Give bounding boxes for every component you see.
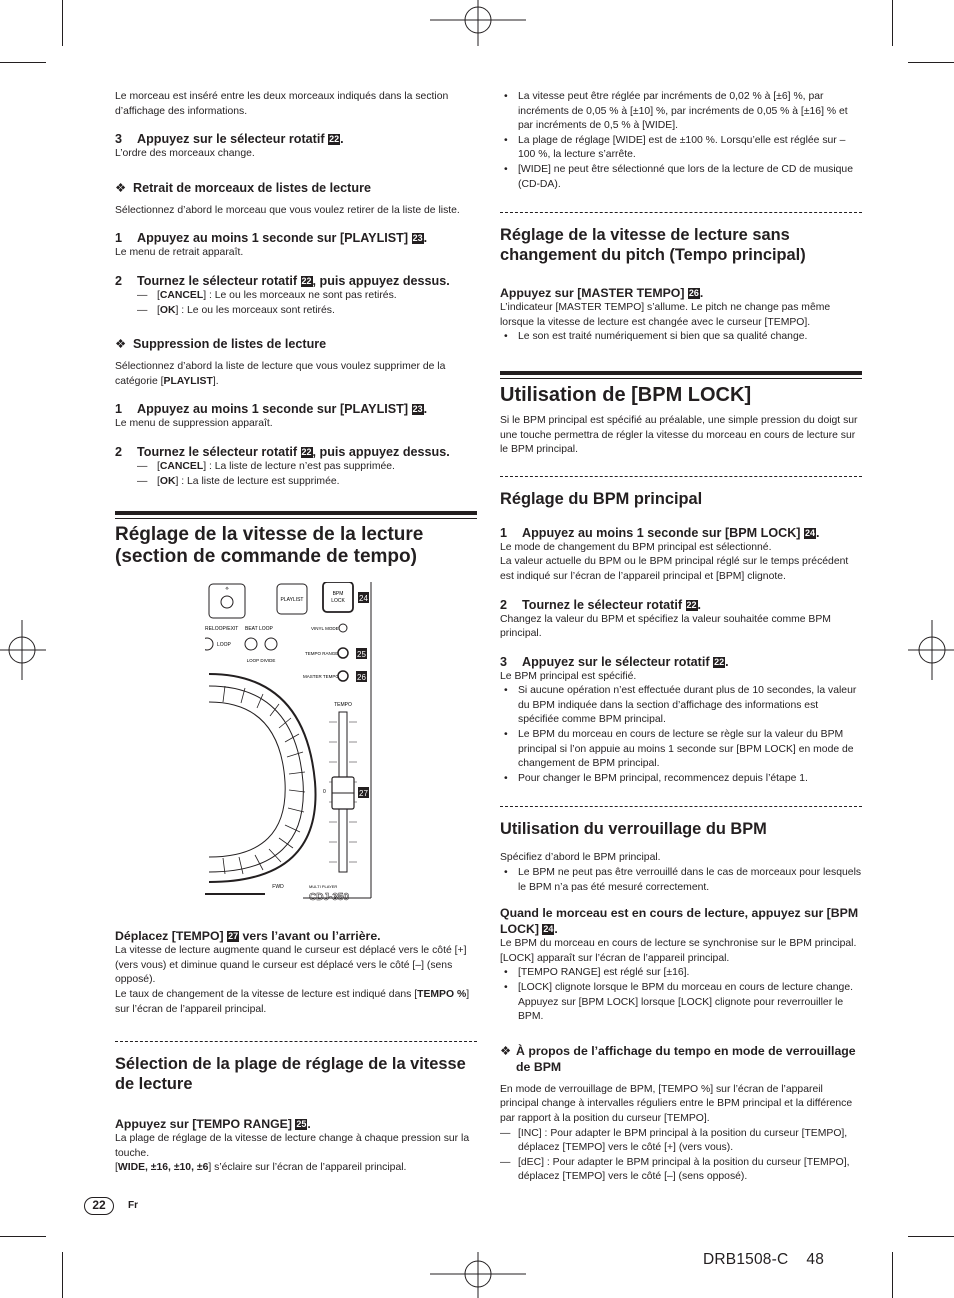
svg-text:BPM: BPM [332,591,344,598]
crop-mark [0,62,46,63]
svg-text:24: 24 [359,594,368,604]
crop-mark [892,0,893,46]
section-title-bpmlock: Utilisation de [BPM LOCK] [500,371,862,406]
registration-mark-left [0,620,46,680]
svg-text:0: 0 [323,789,326,796]
option-cancel: — [CANCEL] : Le ou les morceaux ne sont pas retirés. [115,289,477,304]
section-title-reglage-bpm: Réglage du BPM principal [500,476,862,509]
subheading-suppression: ❖ Suppression de listes de lecture [115,337,327,352]
option-ok: — [OK] : Le ou les morceaux sont retirés. [115,304,477,319]
bullet: • Le BPM du morceau en cours de lecture se règle sur la valeur du BPM principal si l’on appuie au moins 1 seconde sur [BPM LOCK] en mode de changement de BPM principal. [500,728,862,772]
step-3: 3 Appuyez sur le sélecteur rotatif 22. [115,132,344,147]
svg-text:PLAYLIST: PLAYLIST [280,597,304,604]
suppression-step-1: 1 Appuyez au moins 1 seconde sur [PLAYLIST] 23. [115,402,428,417]
suppression-step-2: 2 Tournez le sélecteur rotatif 22, puis appuyez dessus. [115,444,450,459]
quand-heading: Quand le morceau est en cours de lecture, appuyez sur [BPM LOCK] 24. [500,906,859,937]
bpm-step-1: 1 Appuyez au moins 1 seconde sur [BPM LOCK] 24. [500,525,820,540]
svg-text:VINYL MODE: VINYL MODE [311,626,339,632]
svg-text:26: 26 [357,673,366,683]
section-title-tempo: Réglage de la vitesse de la lecture (section de commande de tempo) [115,511,477,568]
bpm-step-3: 3 Appuyez sur le sélecteur rotatif 22. [500,654,729,669]
crop-mark [892,1252,893,1298]
svg-text:25: 25 [357,650,366,660]
step-desc: Le menu de suppression apparaît. [115,418,273,430]
document-id: DRB1508-C 48 [703,1251,825,1268]
verr-paragraph: Spécifiez d’abord le BPM principal. [500,852,661,864]
bullet: • Pour changer le BPM principal, recommencez depuis l’étape 1. [500,772,862,787]
crop-mark [908,62,954,63]
right-column [500,90,862,1185]
svg-text:FWD: FWD [272,884,284,891]
step-desc: L’ordre des morceaux change. [115,148,255,160]
step-desc: Le mode de changement du BPM principal est sélectionné. [500,541,772,553]
language-code: Fr [128,1200,138,1211]
section-title-selection: Sélection de la plage de réglage de la vitesse de lecture [115,1041,477,1094]
registration-mark-top [430,0,526,46]
option-inc: — [INC] : Pour adapter le BPM principal à la position du curseur [TEMPO], déplacez [TEMPO] vers le côté [+] (vers vous). [500,1127,862,1156]
section-title-pitch: Réglage de la vitesse de lecture sans changement du pitch (Tempo principal) [500,212,862,265]
ref-badge: 22 [329,134,340,145]
bullet: • Si aucune opération n’est effectuée durant plus de 10 secondes, la valeur du BPM indiquée dans la section d’affichage des informations est spécifiée comme BPM principal. [500,684,862,728]
crop-mark [0,1236,46,1237]
left-column [115,90,477,1176]
svg-text:27: 27 [359,789,368,799]
step-desc: Changez la valeur du BPM et spécifiez la valeur souhaitée comme BPM principal. [500,613,831,640]
registration-mark-right [908,620,954,680]
range-p1: La plage de réglage de la vitesse de lecture change à chaque pression sur la touche. [115,1133,470,1159]
intro-paragraph: Le morceau est inséré entre les deux morceaux indiqués dans la section d’affichage des informations. [115,91,449,117]
svg-text:MULTI PLAYER: MULTI PLAYER [309,884,338,890]
retrait-step-2: 2 Tournez le sélecteur rotatif 22, puis appuyez dessus. [115,273,450,288]
bullet: • La vitesse peut être réglée par incréments de 0,02 % à [±6] %, par incréments de 0,05 % à [±10] %, par incréments de 0,05 % à [±16] % et par incréments de 0,5 % à [WIDE]. [500,90,862,134]
range-p2: [WIDE, ±16, ±10, ±6] s’éclaire sur l’écran de l’appareil principal. [115,1162,407,1174]
bullet: • Le son est traité numériquement si bien que sa qualité change. [500,330,862,345]
option-dec: — [dEC] : Pour adapter le BPM principal à la position du curseur [TEMPO], déplacez [TEMPO] vers le côté [–] (sens opposé). [500,1156,862,1185]
deplacez-p2: Le taux de changement de la vitesse de lecture est indiqué dans [TEMPO %] sur l’écran de l’appareil principal. [115,988,470,1015]
option-cancel: — [CANCEL] : La liste de lecture n’est pas supprimée. [115,460,477,475]
crop-mark [908,1236,954,1237]
svg-text:MASTER TEMPO: MASTER TEMPO [303,674,339,680]
registration-mark-bottom [430,1252,526,1298]
svg-text:LOCK: LOCK [331,598,345,605]
bpmlock-paragraph: Si le BPM principal est spécifié au préalable, une simple pression du doigt sur une touche permettra de régler la vitesse du morceau en cours de lecture sur le BPM principal. [500,414,858,456]
suppression-intro: Sélectionnez d’abord la liste de lecture que vous voulez supprimer de la catégorie [PLAYLIST]. [115,361,446,387]
svg-text:LOOP: LOOP [217,642,231,649]
option-ok: — [OK] : La liste de lecture est supprimée. [115,475,477,490]
bullet: • [WIDE] ne peut être sélectionné que lors de la lecture de CD de musique (CD-DA). [500,163,862,192]
svg-text:TEMPO: TEMPO [334,702,352,709]
svg-text:TEMPO RANGE: TEMPO RANGE [305,651,339,657]
range-heading: Appuyez sur [TEMPO RANGE] 25. [115,1117,311,1132]
step-desc: La valeur actuelle du BPM ou le BPM principal réglé sur le temps précédent est indiqué sur l’écran de l’appareil principal et [BPM] clignote. [500,556,849,582]
bullet: • [TEMPO RANGE] est réglé sur [±16]. [500,966,862,981]
bullet: • Le BPM ne peut pas être verrouillé dans le cas de morceaux pour lesquels le BPM n’a pas été mesuré correctement. [500,866,862,895]
subheading-retrait: ❖ Retrait de morceaux de listes de lecture [115,180,371,195]
retrait-step-1: 1 Appuyez au moins 1 seconde sur [PLAYLIST] 23. [115,231,428,246]
master-heading: Appuyez sur [MASTER TEMPO] 26. [500,286,704,301]
apropos-paragraph: En mode de verrouillage de BPM, [TEMPO %] sur l’écran de l’appareil principal change à intervalles réguliers entre le BPM principal et la différence par rapport à la position du curseur [TEMPO]. [500,1083,853,1124]
crop-mark [62,1252,63,1298]
bpm-step-2: 2 Tournez le sélecteur rotatif 22. [500,597,702,612]
svg-text:CDJ-350: CDJ-350 [309,892,350,904]
subheading-apropos: ❖ À propos de l’affichage du tempo en mode de verrouillage de BPM [500,1043,856,1074]
page-number: 22 [84,1197,114,1215]
svg-text:⟡: ⟡ [225,586,229,593]
quand-p1: Le BPM du morceau en cours de lecture se synchronise sur le BPM principal. [500,938,857,950]
quand-p2: [LOCK] apparaît sur l’écran de l’appareil principal. [500,952,730,964]
step-desc: Le menu de retrait apparaît. [115,247,244,259]
step-desc: Le BPM principal est spécifié. [500,670,637,682]
retrait-intro: Sélectionnez d’abord le morceau que vous voulez retirer de la liste de liste. [115,204,460,216]
master-paragraph: L’indicateur [MASTER TEMPO] s’allume. Le pitch ne change pas même lorsque la vitesse de lecture est changée avec le curseur [TEMPO]. [500,302,831,328]
crop-mark [62,0,63,46]
bullet: • La plage de réglage [WIDE] est de ±100 %. Lorsqu’elle est réglée sur –100 %, la lecture s’arrête. [500,134,862,163]
svg-text:LOOP DIVIDE: LOOP DIVIDE [246,658,276,664]
deplacez-p1: La vitesse de lecture augmente quand le curseur est déplacé vers le côté [+] (vers vous) et diminue quand le curseur est déplacé vers le côté [–] (sens opposé). [115,945,467,986]
cdj-diagram [205,582,473,916]
svg-text:RELOOP/EXIT: RELOOP/EXIT [205,626,239,633]
section-title-verrouillage: Utilisation du verrouillage du BPM [500,806,862,839]
bullet: • [LOCK] clignote lorsque le BPM du morceau en cours de lecture change. Appuyez sur [BPM LOCK] lorsque [LOCK] clignote pour reverrouiller le BPM. [500,981,862,1025]
svg-text:BEAT LOOP: BEAT LOOP [245,626,273,633]
deplacez-heading: Déplacez [TEMPO] 27 vers l’avant ou l’arrière. [115,929,381,944]
